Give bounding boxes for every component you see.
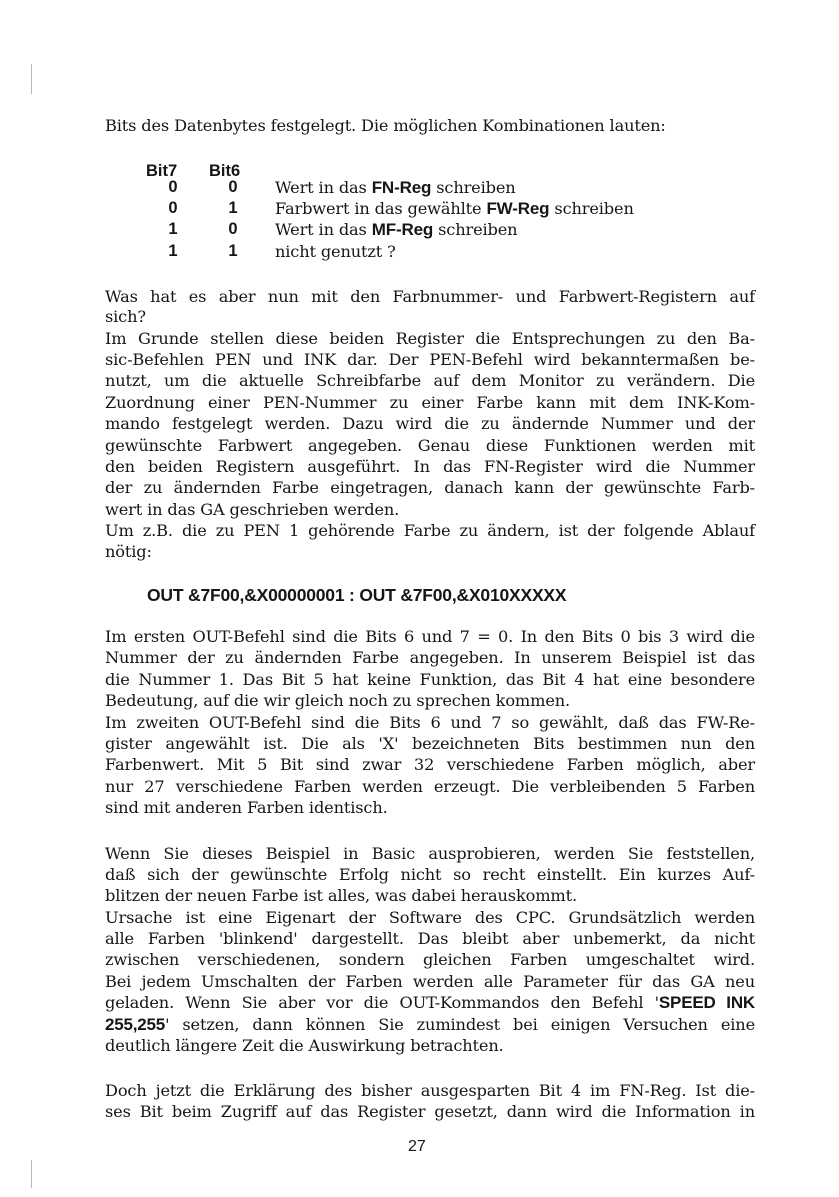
text-line: nur 27 verschiedene Farben werden erzeugt. Die verbleibenden 5 Farben	[105, 777, 755, 796]
bit-row	[0, 199, 839, 220]
bit-row	[0, 178, 839, 199]
text-line: alle Farben 'blinkend' dargestellt. Das bleibt aber unbemerkt, da nicht	[105, 929, 755, 948]
bit-description: nicht genutzt ?	[275, 242, 396, 261]
text-line: Bedeutung, auf die wir gleich noch zu sprechen kommen.	[105, 691, 571, 710]
text-line: die Nummer 1. Das Bit 5 hat keine Funktion, das Bit 4 hat eine besondere	[105, 670, 755, 689]
speed-ink-args: 255,255	[105, 1015, 166, 1034]
bit6-value: 1	[228, 242, 238, 260]
text-line: geladen. Wenn Sie aber vor die OUT-Kommandos den Befehl 'SPEED INK	[105, 993, 755, 1012]
bit6-value: 1	[228, 199, 238, 217]
scan-edge-mark	[31, 1160, 32, 1188]
bit7-value: 1	[168, 242, 178, 260]
bit-row	[0, 242, 839, 263]
bit-description: Farbwert in das gewählte FW-Reg schreiben	[275, 199, 634, 218]
text-line: daß sich der gewünschte Erfolg nicht so recht einstellt. Ein kurzes Auf-	[105, 865, 755, 884]
bit7-value: 0	[168, 178, 178, 196]
text-line: gewünschte Farbwert angegeben. Genau diese Funktionen werden mit	[105, 436, 755, 455]
text-line: sind mit anderen Farben identisch.	[105, 798, 388, 817]
text-line: Was hat es aber nun mit den Farbnummer- und Farbwert-Registern auf	[105, 287, 755, 306]
text-line: nötig:	[105, 542, 152, 561]
text-line: Nummer der zu ändernden Farbe angegeben. In unserem Beispiel ist das	[105, 648, 755, 667]
text-line: gister angewählt ist. Die als 'X' bezeichneten Bits bestimmen nun den	[105, 734, 755, 753]
bit7-value: 1	[168, 220, 178, 238]
text-line: Ursache ist eine Eigenart der Software des CPC. Grundsätzlich werden	[105, 908, 755, 927]
scan-edge-mark	[31, 64, 32, 94]
bit-description: Wert in das FN-Reg schreiben	[275, 178, 516, 197]
text-line: 255,255' setzen, dann können Sie zumindest bei einigen Versuchen eine	[105, 1015, 755, 1034]
speed-ink-command: SPEED INK	[658, 993, 755, 1012]
text-line: Wenn Sie dieses Beispiel in Basic ausprobieren, werden Sie feststellen,	[105, 844, 755, 863]
text-line: Um z.B. die zu PEN 1 gehörende Farbe zu ändern, ist der folgende Ablauf	[105, 521, 755, 540]
text-line: den beiden Registern ausgeführt. In das FN-Register wird die Nummer	[105, 457, 755, 476]
bit-row	[0, 220, 839, 241]
intro-line: Bits des Datenbytes festgelegt. Die möglichen Kombinationen lauten:	[105, 116, 666, 135]
text-line: Im ersten OUT-Befehl sind die Bits 6 und 7 = 0. In den Bits 0 bis 3 wird die	[105, 627, 755, 646]
text-line: sic-Befehlen PEN und INK dar. Der PEN-Befehl wird bekanntermaßen be-	[105, 350, 755, 369]
text-line: Zuordnung einer PEN-Nummer zu einer Farbe kann mit dem INK-Kom-	[105, 393, 755, 412]
text-line: Im zweiten OUT-Befehl sind die Bits 6 und 7 so gewählt, daß das FW-Re-	[105, 713, 755, 732]
text-line: wert in das GA geschrieben werden.	[105, 500, 400, 519]
text-line: Im Grunde stellen diese beiden Register die Entsprechungen zu den Ba-	[105, 329, 755, 348]
text-line: ses Bit beim Zugriff auf das Register gesetzt, dann wird die Information in	[105, 1102, 755, 1121]
text-line: sich?	[105, 307, 146, 326]
header-bit6: Bit6	[209, 162, 241, 180]
page-number: 27	[408, 1138, 426, 1155]
text-line: Bei jedem Umschalten der Farben werden alle Parameter für das GA neu	[105, 972, 755, 991]
bit7-value: 0	[168, 199, 178, 217]
text-line: mando festgelegt werden. Dazu wird die zu ändernde Nummer und der	[105, 414, 755, 433]
bit6-value: 0	[228, 178, 238, 196]
code-example: OUT &7F00,&X00000001 : OUT &7F00,&X010XXXXX	[147, 585, 567, 605]
text-line: Doch jetzt die Erklärung des bisher ausgesparten Bit 4 im FN-Reg. Ist die-	[105, 1081, 755, 1100]
text-line: Farbenwert. Mit 5 Bit sind zwar 32 verschiedene Farben möglich, aber	[105, 755, 755, 774]
text-line: blitzen der neuen Farbe ist alles, was dabei herauskommt.	[105, 886, 577, 905]
bit6-value: 0	[228, 220, 238, 238]
bit-description: Wert in das MF-Reg schreiben	[275, 220, 518, 239]
text-line: zwischen verschiedenen, sondern gleichen Farben umgeschaltet wird.	[105, 950, 755, 969]
text-line: deutlich längere Zeit die Auswirkung betrachten.	[105, 1036, 504, 1055]
header-bit7: Bit7	[146, 162, 178, 180]
text-line: der zu ändernden Farbe eingetragen, danach kann der gewünschte Farb-	[105, 478, 755, 497]
text-line: nutzt, um die aktuelle Schreibfarbe auf dem Monitor zu verändern. Die	[105, 371, 755, 390]
